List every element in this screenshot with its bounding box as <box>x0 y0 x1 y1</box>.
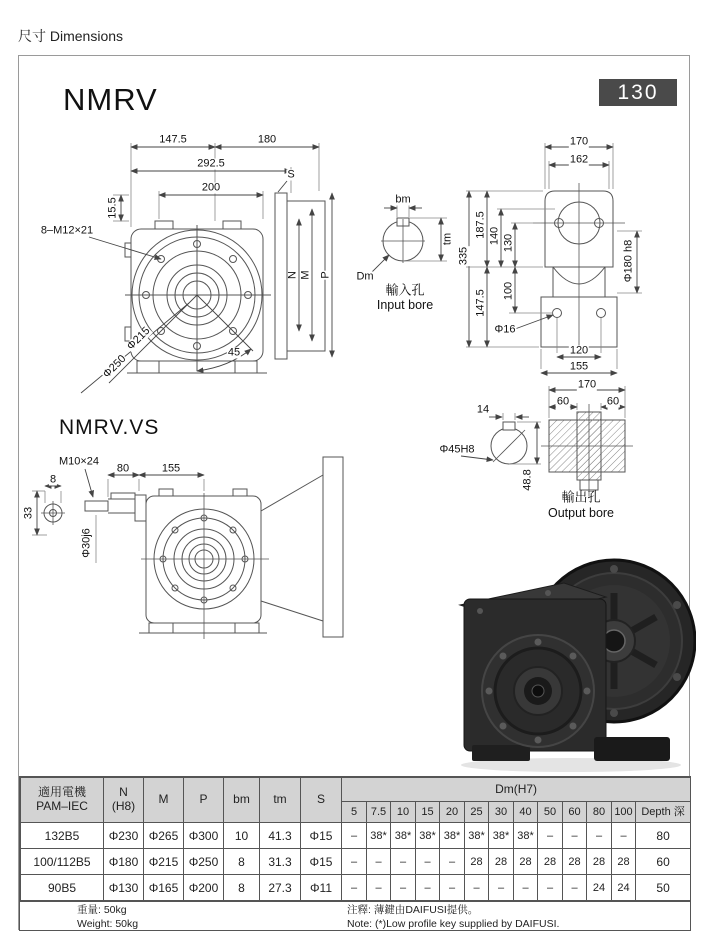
weight-note: 重量: 50kg Weight: 50kg <box>77 904 139 930</box>
dim-label: Φ180 h8 <box>622 239 635 283</box>
dim-label: 60 <box>606 395 620 408</box>
table-cell: – <box>440 849 465 875</box>
table-row <box>21 875 691 901</box>
table-cell: Φ250 <box>184 849 224 875</box>
table-cell: 38* <box>514 823 538 849</box>
dim-label: bm <box>395 193 411 206</box>
table-cell: Φ15 <box>301 849 342 875</box>
dim-label: 14 <box>476 403 490 416</box>
dim-label: 100 <box>502 281 515 301</box>
dim-label: 45 <box>227 346 241 359</box>
dimensions-grid <box>20 777 691 901</box>
dimensions-table <box>19 776 691 931</box>
dim-label: 140 <box>488 226 501 246</box>
dim-label: 335 <box>457 246 470 266</box>
table-cell: – <box>563 875 587 901</box>
table-cell: Φ130 <box>104 875 144 901</box>
output-bore-drawing <box>431 376 671 524</box>
col-header-m: M <box>144 778 184 823</box>
table-cell: 8 <box>224 849 260 875</box>
dim-label: 170 <box>577 378 597 391</box>
table-cell: 24 <box>587 875 612 901</box>
table-cell: – <box>440 875 465 901</box>
dm-size-header: 15 <box>416 802 440 823</box>
dim-label: tm <box>441 232 454 246</box>
table-cell: 28 <box>465 849 489 875</box>
dim-label: P <box>319 271 332 279</box>
col-header-bm: bm <box>224 778 260 823</box>
table-cell: 41.3 <box>260 823 301 849</box>
table-cell: 10 <box>224 823 260 849</box>
table-cell: 28 <box>587 849 612 875</box>
table-cell: 80 <box>636 823 691 849</box>
dim-label: 60 <box>556 395 570 408</box>
input-bore-drawing <box>351 191 461 313</box>
dm-size-header: 25 <box>465 802 489 823</box>
dim-label: 187.5 <box>474 211 487 239</box>
table-cell: 50 <box>636 875 691 901</box>
table-cell: – <box>391 849 416 875</box>
datasheet-page <box>18 55 690 930</box>
table-cell: 28 <box>514 849 538 875</box>
dm-size-header: 7.5 <box>367 802 391 823</box>
table-cell: Φ215 <box>144 849 184 875</box>
page-heading: 尺寸 Dimensions <box>18 28 124 44</box>
table-cell: – <box>416 849 440 875</box>
table-cell: – <box>514 875 538 901</box>
dim-label: Φ16 <box>494 323 516 336</box>
table-cell: 38* <box>416 823 440 849</box>
table-cell: 28 <box>612 849 636 875</box>
table-cell: 28 <box>538 849 563 875</box>
col-group-dm: Dm(H7) <box>342 778 691 802</box>
dim-label: 170 <box>569 135 589 148</box>
table-cell: – <box>465 875 489 901</box>
dm-size-header: 60 <box>563 802 587 823</box>
table-cell: 8 <box>224 875 260 901</box>
dim-label: 8 <box>49 473 57 486</box>
dim-label: M10×24 <box>58 455 100 468</box>
product-photo <box>446 541 696 776</box>
table-cell: Φ165 <box>144 875 184 901</box>
col-header-pam <box>21 778 104 823</box>
dim-label: N <box>286 271 299 279</box>
nmrv-front-drawing <box>31 131 351 403</box>
input-bore-caption-en: Input bore <box>376 297 434 312</box>
col-header-n: N (H8) <box>104 778 144 823</box>
key-note: 注釋: 薄鍵由DAIFUSI提供。 Note: (*)Low profile key supplied by DAIFUSI. <box>347 904 560 930</box>
table-row <box>21 849 691 875</box>
table-cell: 100/112B5 <box>21 849 104 875</box>
dim-label: M <box>299 270 312 280</box>
dim-label: 162 <box>569 153 589 166</box>
table-cell: – <box>587 823 612 849</box>
dim-label: 155 <box>161 462 181 475</box>
dm-size-header: 30 <box>489 802 514 823</box>
rear-view-drawing <box>457 131 691 379</box>
dm-size-header: 40 <box>514 802 538 823</box>
table-body <box>21 823 691 901</box>
col-header-depth: Depth 深 <box>636 802 691 823</box>
col-header-s: S <box>301 778 342 823</box>
dim-label: Φ250 <box>100 352 129 381</box>
nmrv-vs-drawing <box>21 451 351 703</box>
table-cell: – <box>342 875 367 901</box>
dim-label: Φ45H8 <box>439 443 475 456</box>
table-cell: 28 <box>489 849 514 875</box>
dim-label: Φ30j6 <box>80 528 93 558</box>
dim-label: 147.5 <box>159 133 187 146</box>
col-header-pam-en: PAM–IEC <box>36 799 88 813</box>
output-bore-caption-en: Output bore <box>547 505 615 520</box>
dim-label: 155 <box>569 360 589 373</box>
table-cell: 38* <box>391 823 416 849</box>
col-header-p: P <box>184 778 224 823</box>
table-cell: 24 <box>612 875 636 901</box>
dm-size-header: 50 <box>538 802 563 823</box>
table-cell: 60 <box>636 849 691 875</box>
table-cell: Φ300 <box>184 823 224 849</box>
dim-label: 147.5 <box>474 289 487 317</box>
table-cell: – <box>538 823 563 849</box>
table-cell: – <box>489 875 514 901</box>
dm-size-header: 20 <box>440 802 465 823</box>
dim-label: S <box>287 168 295 181</box>
dim-label: 33 <box>22 506 35 520</box>
table-cell: – <box>367 875 391 901</box>
table-cell: 38* <box>465 823 489 849</box>
output-bore-caption-zh: 輸出孔 <box>561 489 601 505</box>
dm-size-header: 100 <box>612 802 636 823</box>
dim-label: 15.5 <box>106 197 119 219</box>
table-cell: – <box>416 875 440 901</box>
table-cell: – <box>342 849 367 875</box>
table-cell: – <box>342 823 367 849</box>
model-title: NMRV <box>63 82 158 117</box>
table-cell: Φ265 <box>144 823 184 849</box>
dim-label: 80 <box>116 462 130 475</box>
dm-size-header: 10 <box>391 802 416 823</box>
dim-label: 120 <box>569 344 589 357</box>
col-header-pam-zh: 適用電機 <box>37 785 86 800</box>
size-badge: 130 <box>599 79 677 106</box>
table-cell: – <box>367 849 391 875</box>
bolt-spec-label: 8–M12×21 <box>40 224 94 237</box>
dim-label: 48.8 <box>521 469 534 491</box>
table-cell: 38* <box>489 823 514 849</box>
table-cell: 132B5 <box>21 823 104 849</box>
dm-size-header: 5 <box>342 802 367 823</box>
dm-size-header: 80 <box>587 802 612 823</box>
dim-label: 130 <box>502 233 515 253</box>
table-cell: Φ230 <box>104 823 144 849</box>
col-header-tm: tm <box>260 778 301 823</box>
dim-label: Φ215 <box>124 324 153 353</box>
table-cell: Φ180 <box>104 849 144 875</box>
table-cell: Φ200 <box>184 875 224 901</box>
dim-label: 180 <box>257 133 277 146</box>
table-cell: 38* <box>440 823 465 849</box>
dim-label: Dm <box>356 270 374 283</box>
table-cell: – <box>391 875 416 901</box>
dim-label: 200 <box>201 181 221 194</box>
table-cell: 28 <box>563 849 587 875</box>
input-bore-caption-zh: 輸入孔 <box>385 282 425 298</box>
table-cell: 27.3 <box>260 875 301 901</box>
table-notes <box>20 901 690 931</box>
table-cell: – <box>612 823 636 849</box>
dim-label: 292.5 <box>197 157 225 170</box>
model-vs-title: NMRV.VS <box>59 416 160 439</box>
table-cell: – <box>563 823 587 849</box>
table-cell: Φ15 <box>301 823 342 849</box>
table-cell: – <box>538 875 563 901</box>
table-row <box>21 823 691 849</box>
table-cell: 90B5 <box>21 875 104 901</box>
table-cell: 31.3 <box>260 849 301 875</box>
table-cell: Φ11 <box>301 875 342 901</box>
table-cell: 38* <box>367 823 391 849</box>
